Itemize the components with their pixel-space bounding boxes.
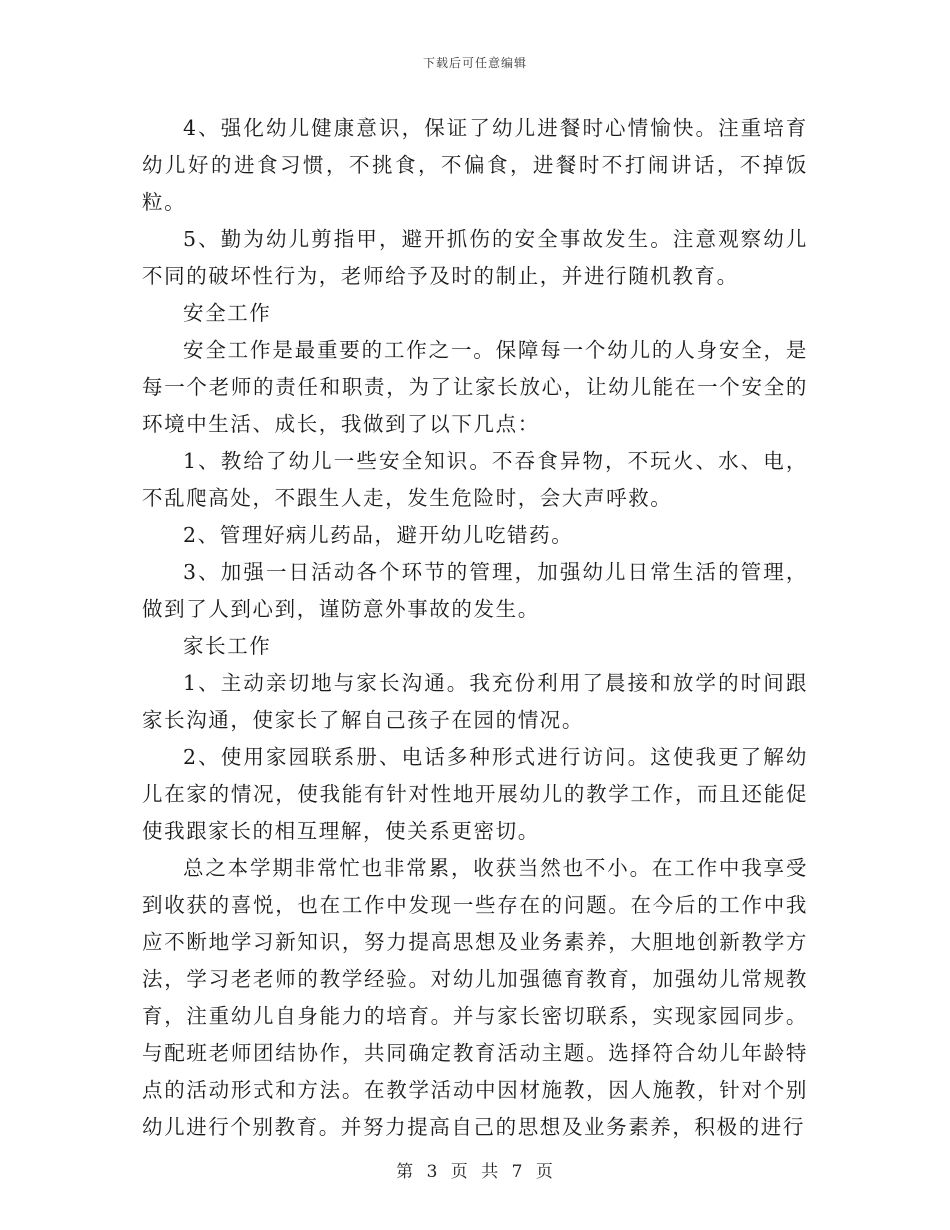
- paragraph-safety-knowledge: 1、教给了幼儿一些安全知识。不吞食异物，不玩火、水、电，不乱爬高处，不跟生人走，发生危险时，会大声呼救。: [142, 449, 808, 510]
- paragraph-medicine-management: 2、管理好病儿药品，避开幼儿吃错药。: [183, 523, 574, 547]
- paragraph-nail-trimming: 5、勤为幼儿剪指甲，避开抓伤的安全事故发生。注意观察幼儿不同的破坏性行为，老师给予及时的制止，并进行随机教育。: [142, 227, 808, 288]
- page-header-note: 下载后可任意编辑: [422, 56, 527, 70]
- paragraph-home-visits: 2、使用家园联系册、电话多种形式进行访问。这使我更了解幼儿在家的情况，使我能有针对性地开展幼儿的教学工作，而且还能促使我跟家长的相互理解，使关系更密切。: [142, 745, 808, 843]
- paragraph-daily-management: 3、加强一日活动各个环节的管理，加强幼儿日常生活的管理，做到了人到心到，谨防意外事故的发生。: [142, 560, 808, 621]
- paragraph-parent-communication: 1、主动亲切地与家长沟通。我充份利用了晨接和放学的时间跟家长沟通，使家长了解自己孩子在园的情况。: [142, 671, 808, 732]
- paragraph-meal-health: 4、强化幼儿健康意识，保证了幼儿进餐时心情愉快。注重培育幼儿好的进食习惯，不挑食，不偏食，进餐时不打闹讲话，不掉饭粒。: [142, 116, 808, 214]
- paragraph-summary: 总之本学期非常忙也非常累，收获当然也不小。在工作中我享受到收获的喜悦，也在工作中发现一些存在的问题。在今后的工作中我应不断地学习新知识，努力提高思想及业务素养，大胆地创新教学方法，学习老老师的教学经验。对幼儿加强德育教育，加强幼儿常规教育，注重幼儿自身能力的培育。并与家长密切联系，实现家园同步。与配班老师团结协作，共同确定教育活动主题。选择符合幼儿年龄特点的活动形式和方法。在教学活动中因材施教，因人施教，针对个别幼儿进行个别教育。并努力提高自己的思想及业务素养，积极的进行: [142, 856, 808, 1139]
- page-number: 第 3 页 共 7 页: [396, 1162, 554, 1182]
- document-body: [142, 110, 808, 1146]
- paragraph-safety-intro: 安全工作是最重要的工作之一。保障每一个幼儿的人身安全，是每一个老师的责任和职责，为了让家长放心，让幼儿能在一个安全的环境中生活、成长，我做到了以下几点：: [142, 338, 808, 436]
- section-heading-parents: 家长工作: [183, 634, 272, 658]
- section-heading-safety: 安全工作: [183, 301, 272, 325]
